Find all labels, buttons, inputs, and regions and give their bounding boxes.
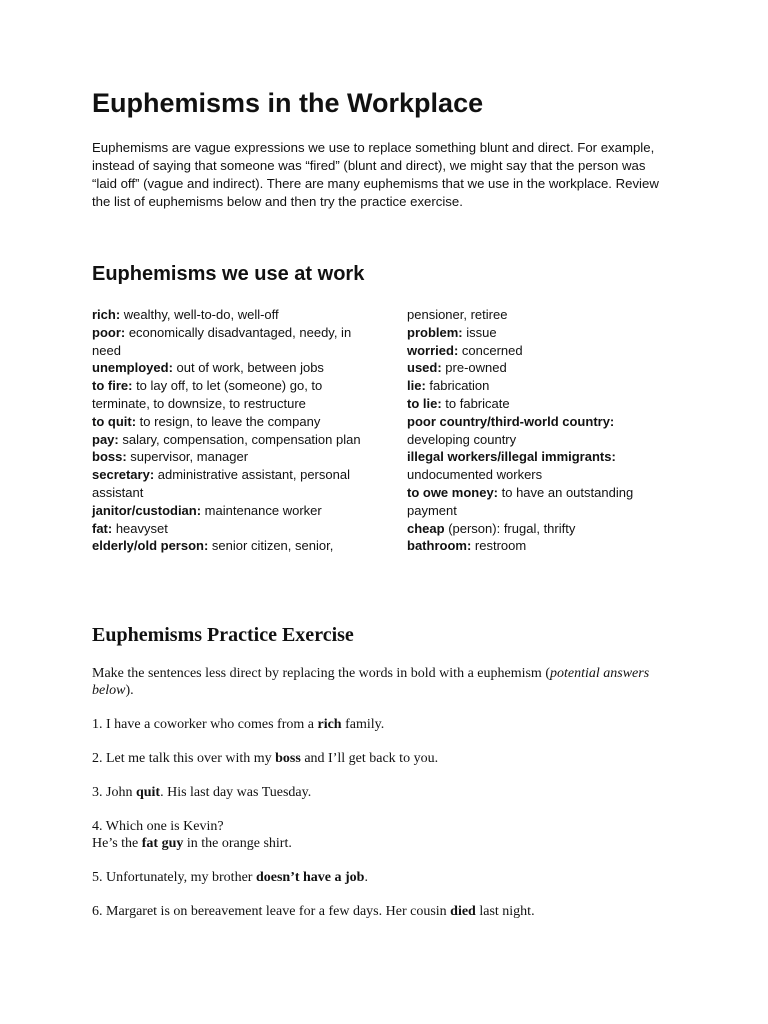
question-bold-word: died [450, 904, 476, 919]
term: boss: [92, 449, 127, 465]
list-item [407, 448, 672, 484]
exercise-question-continuation [92, 835, 682, 852]
question-text-end: . [364, 870, 368, 885]
exercise-question [92, 784, 682, 801]
definition: economically disadvantaged, needy, in need [92, 324, 352, 358]
list-item [92, 520, 367, 538]
list-item [407, 413, 672, 449]
list-item [407, 537, 672, 555]
question-text-end: in the orange shirt. [183, 836, 292, 851]
question-text: 2. Let me talk this over with my [92, 751, 276, 766]
list-item [407, 484, 672, 520]
list-item [407, 359, 672, 377]
term: janitor/custodian: [92, 502, 202, 518]
euphemism-list-left [92, 306, 367, 555]
exercise-question [92, 716, 682, 733]
question-text-end: last night. [475, 904, 535, 919]
term: used: [407, 360, 442, 376]
list-item [407, 342, 672, 360]
question-bold-word: rich [317, 717, 342, 732]
definition: out of work, between jobs [172, 360, 324, 376]
term: problem: [407, 324, 463, 340]
definition: maintenance worker [201, 502, 322, 518]
definition: salary, compensation, compensation plan [118, 431, 361, 447]
term: to lie: [407, 395, 442, 411]
list-item [92, 502, 367, 520]
definition: pre-owned [441, 360, 507, 376]
list-item [92, 537, 367, 555]
term: cheap [407, 520, 445, 536]
term: unemployed: [92, 360, 173, 376]
definition: restroom [471, 538, 527, 554]
question-text: 5. Unfortunately, my brother [92, 870, 256, 885]
definition: pensioner, retiree [407, 307, 508, 322]
list-item [407, 377, 672, 395]
term: to quit: [92, 413, 137, 429]
term: lie: [407, 378, 426, 394]
term: elderly/old person: [92, 538, 209, 554]
question-bold-word: fat guy [141, 836, 184, 851]
list-item [92, 466, 367, 502]
list-item [407, 324, 672, 342]
exercise-question [92, 903, 682, 920]
term: to owe money: [407, 484, 499, 500]
exercise-question [92, 818, 682, 835]
definition: developing country [407, 431, 517, 447]
instructions-text: Make the sentences less direct by replacing the words in bold with a euphemism ( [92, 666, 550, 681]
definition: to lay off, to let (someone) go, to terminate, to downsize, to restructure [92, 378, 323, 411]
definition: administrative assistant, personal assistant [92, 467, 350, 500]
question-text: 6. Margaret is on bereavement leave for a few days. Her cousin [92, 904, 451, 919]
term: worried: [407, 342, 459, 358]
definition: senior citizen, senior, [208, 538, 334, 554]
list-item [92, 448, 367, 466]
definition: wealthy, well-to-do, well-off [120, 307, 279, 322]
list-item [407, 306, 672, 324]
list-item [407, 520, 672, 538]
question-text: 3. John [92, 785, 136, 800]
term: poor country/third-world country: [407, 413, 615, 429]
question-bold-word: quit [135, 785, 161, 800]
term: pay: [92, 431, 119, 447]
definition: issue [462, 324, 497, 340]
question-bold-word: doesn’t have a job [255, 870, 365, 885]
list-item [92, 306, 367, 324]
definition: to have an outstanding payment [407, 484, 634, 518]
term: secretary: [92, 467, 155, 483]
list-item [92, 413, 367, 431]
instructions-italic: potential answers below [92, 666, 650, 698]
definition: supervisor, manager [126, 449, 249, 465]
definition: concerned [458, 342, 523, 358]
list-item [92, 324, 367, 360]
question-text: 1. I have a coworker who comes from a [92, 717, 318, 732]
question-text-end: family. [341, 717, 385, 732]
definition: fabrication [425, 378, 490, 394]
list-item [407, 395, 672, 413]
list-item [92, 431, 367, 449]
term: to fire: [92, 378, 133, 394]
list-item [92, 359, 367, 377]
exercise-instructions [92, 666, 672, 699]
list-item [92, 377, 367, 413]
definition: to resign, to leave the company [136, 413, 321, 429]
term: fat: [92, 520, 113, 536]
euphemism-list-right [407, 306, 672, 555]
term: poor: [92, 324, 126, 340]
question-text-end: . His last day was Tuesday. [160, 785, 312, 800]
section-heading-practice: Euphemisms Practice Exercise [92, 624, 354, 646]
page-title: Euphemisms in the Workplace [92, 88, 484, 118]
question-text: 4. Which one is Kevin? [92, 819, 224, 834]
term: bathroom: [407, 538, 472, 554]
term: illegal workers/illegal immigrants: [407, 449, 616, 465]
question-text-end: and I’ll get back to you. [300, 751, 439, 766]
definition: heavyset [112, 520, 168, 536]
exercise-question [92, 750, 682, 767]
definition: (person): frugal, thrifty [444, 520, 576, 536]
definition: to fabricate [441, 395, 510, 411]
intro-paragraph: Euphemisms are vague expressions we use to replace something blunt and direct. For example, instead of saying that someone was “fired” (blunt and direct), we might say that the person was “laid off” (vague and indirect). There are many euphemisms that we use in the workplace. Review the list of euphemisms below and then try the practice exercise. [92, 140, 659, 209]
question-text: He’s the [92, 836, 142, 851]
definition: undocumented workers [407, 467, 543, 483]
section-heading-work: Euphemisms we use at work [92, 263, 365, 285]
question-bold-word: boss [275, 751, 301, 766]
exercise-question [92, 869, 682, 886]
term: rich: [92, 307, 121, 322]
instructions-text-end: ). [125, 682, 134, 698]
